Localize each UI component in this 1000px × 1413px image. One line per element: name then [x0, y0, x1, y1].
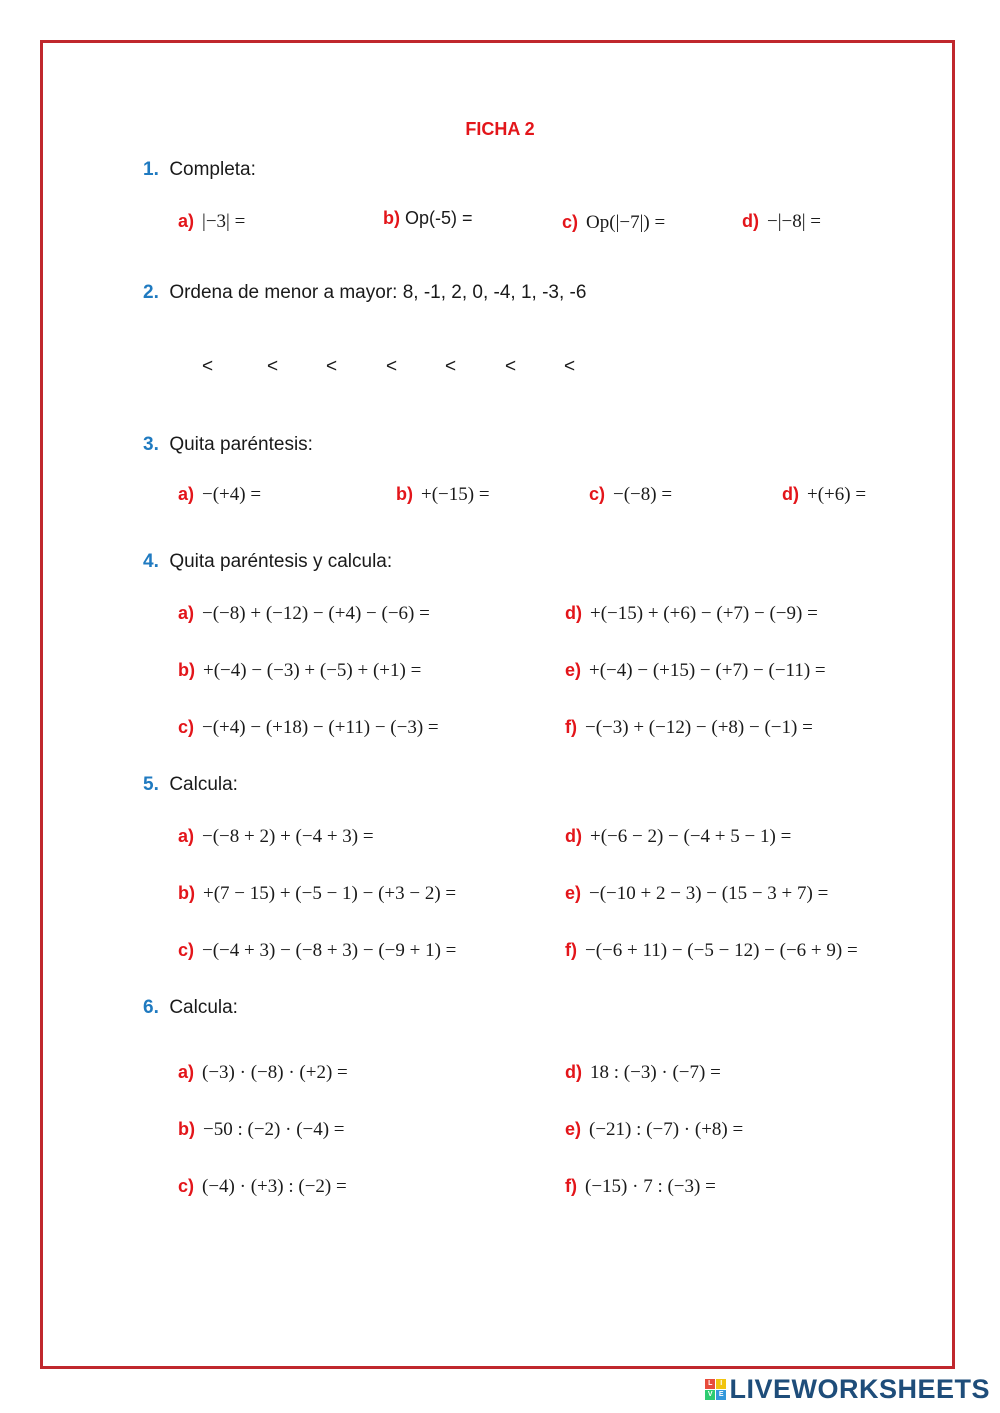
item-expression: Op(|−7|) = [586, 212, 666, 233]
item-expression: +(−15) = [421, 484, 490, 505]
item-expression: (−4) · (+3) : (−2) = [202, 1176, 347, 1197]
question-text: Ordena de menor a mayor: 8, -1, 2, 0, -4, 1, -3, -6 [169, 282, 587, 303]
item-expression: −(−4 + 3) − (−8 + 3) − (−9 + 1) = [202, 940, 457, 961]
q3-item-d[interactable] [782, 484, 866, 506]
q4-item-c[interactable] [178, 717, 439, 739]
item-label: b) [178, 1119, 195, 1139]
item-expression: −50 : (−2) · (−4) = [203, 1119, 345, 1140]
question-2-heading [143, 282, 586, 304]
q5-item-e[interactable] [565, 883, 828, 905]
logo-mark-letter: L [705, 1379, 715, 1389]
item-label: e) [565, 660, 582, 680]
item-expression: +(−4) − (+15) − (+7) − (−11) = [589, 660, 826, 681]
logo-mark-letter: V [705, 1390, 715, 1400]
item-label: a) [178, 211, 195, 231]
item-label: b) [178, 660, 195, 680]
question-number: 1. [143, 159, 159, 180]
less-than-sign: < [445, 356, 457, 377]
question-text: Calcula: [169, 997, 238, 1018]
q6-item-b[interactable] [178, 1119, 345, 1141]
item-expression: +(−4) − (−3) + (−5) + (+1) = [203, 660, 422, 681]
item-expression: −(−3) + (−12) − (+8) − (−1) = [585, 717, 813, 738]
item-label: b) [178, 883, 195, 903]
item-label: d) [742, 211, 759, 231]
item-label: c) [562, 212, 579, 232]
q5-item-f[interactable] [565, 940, 858, 962]
item-label: d) [565, 603, 582, 623]
item-label: d) [565, 1062, 582, 1082]
question-number: 4. [143, 551, 159, 572]
question-number: 6. [143, 997, 159, 1018]
q1-item-c[interactable] [562, 212, 665, 234]
q4-item-e[interactable] [565, 660, 826, 682]
worksheet-title: FICHA 2 [465, 119, 535, 139]
item-label: e) [565, 883, 582, 903]
question-4-heading [143, 551, 392, 573]
logo-mark-letter: I [716, 1379, 726, 1389]
item-expression: 18 : (−3) · (−7) = [590, 1062, 721, 1083]
less-than-sign: < [564, 356, 576, 377]
item-expression: |−3| = [202, 211, 246, 232]
q4-item-a[interactable] [178, 603, 430, 625]
q1-item-d[interactable] [742, 211, 821, 233]
less-than-sign: < [267, 356, 279, 377]
q1-item-b[interactable] [383, 208, 473, 229]
q3-item-a[interactable] [178, 484, 261, 506]
question-5-heading [143, 774, 238, 796]
question-text: Quita paréntesis: [169, 434, 313, 455]
question-number: 2. [143, 282, 159, 303]
item-expression: +(−6 − 2) − (−4 + 5 − 1) = [590, 826, 792, 847]
item-label: e) [565, 1119, 582, 1139]
question-6-heading [143, 997, 238, 1019]
item-label: a) [178, 603, 195, 623]
q1-item-a[interactable] [178, 211, 245, 233]
q6-item-a[interactable] [178, 1062, 348, 1084]
item-label: d) [782, 484, 799, 504]
item-expression: +(+6) = [807, 484, 867, 505]
question-text: Completa: [169, 159, 256, 180]
item-expression: (−21) : (−7) · (+8) = [589, 1119, 744, 1140]
item-label: c) [178, 717, 195, 737]
q6-item-c[interactable] [178, 1176, 347, 1198]
q5-item-b[interactable] [178, 883, 456, 905]
item-label: a) [178, 826, 195, 846]
item-expression: −|−8| = [767, 211, 822, 232]
item-expression: (−15) · 7 : (−3) = [585, 1176, 716, 1197]
item-label: f) [565, 717, 577, 737]
item-label: b) [396, 484, 413, 504]
item-expression: −(−6 + 11) − (−5 − 12) − (−6 + 9) = [585, 940, 858, 961]
item-expression: +(7 − 15) + (−5 − 1) − (+3 − 2) = [203, 883, 457, 904]
q4-item-b[interactable] [178, 660, 421, 682]
logo-mark-icon [705, 1379, 726, 1400]
item-expression: −(+4) = [202, 484, 262, 505]
question-text: Calcula: [169, 774, 238, 795]
q5-item-a[interactable] [178, 826, 374, 848]
item-expression: −(+4) − (+18) − (+11) − (−3) = [202, 717, 439, 738]
less-than-sign: < [202, 356, 214, 377]
q3-item-c[interactable] [589, 484, 672, 506]
less-than-sign: < [386, 356, 398, 377]
item-label: a) [178, 484, 195, 504]
q4-item-f[interactable] [565, 717, 813, 739]
item-expression: −(−10 + 2 − 3) − (15 − 3 + 7) = [589, 883, 829, 904]
q3-item-b[interactable] [396, 484, 490, 506]
item-expression: −(−8) + (−12) − (+4) − (−6) = [202, 603, 430, 624]
item-expression: −(−8) = [613, 484, 673, 505]
question-number: 3. [143, 434, 159, 455]
liveworksheets-logo[interactable] [705, 1374, 990, 1405]
question-text: Quita paréntesis y calcula: [169, 551, 393, 572]
item-label: f) [565, 1176, 577, 1196]
q6-item-d[interactable] [565, 1062, 721, 1084]
less-than-sign: < [326, 356, 338, 377]
item-expression: Op(-5) = [405, 208, 473, 228]
q5-item-c[interactable] [178, 940, 456, 962]
q6-item-f[interactable] [565, 1176, 716, 1198]
logo-mark-letter: E [716, 1390, 726, 1400]
less-than-sign: < [505, 356, 517, 377]
item-label: a) [178, 1062, 195, 1082]
q6-item-e[interactable] [565, 1119, 743, 1141]
q4-item-d[interactable] [565, 603, 818, 625]
item-label: f) [565, 940, 577, 960]
page-border [40, 40, 955, 1369]
item-expression: (−3) · (−8) · (+2) = [202, 1062, 348, 1083]
question-1-heading [143, 159, 256, 181]
question-3-heading [143, 434, 313, 456]
logo-text: LIVEWORKSHEETS [729, 1374, 990, 1404]
item-label: d) [565, 826, 582, 846]
item-label: c) [589, 484, 606, 504]
item-label: c) [178, 1176, 195, 1196]
item-expression: −(−8 + 2) + (−4 + 3) = [202, 826, 374, 847]
item-label: c) [178, 940, 195, 960]
item-label: b) [383, 208, 400, 228]
question-number: 5. [143, 774, 159, 795]
q5-item-d[interactable] [565, 826, 791, 848]
item-expression: +(−15) + (+6) − (+7) − (−9) = [590, 603, 818, 624]
